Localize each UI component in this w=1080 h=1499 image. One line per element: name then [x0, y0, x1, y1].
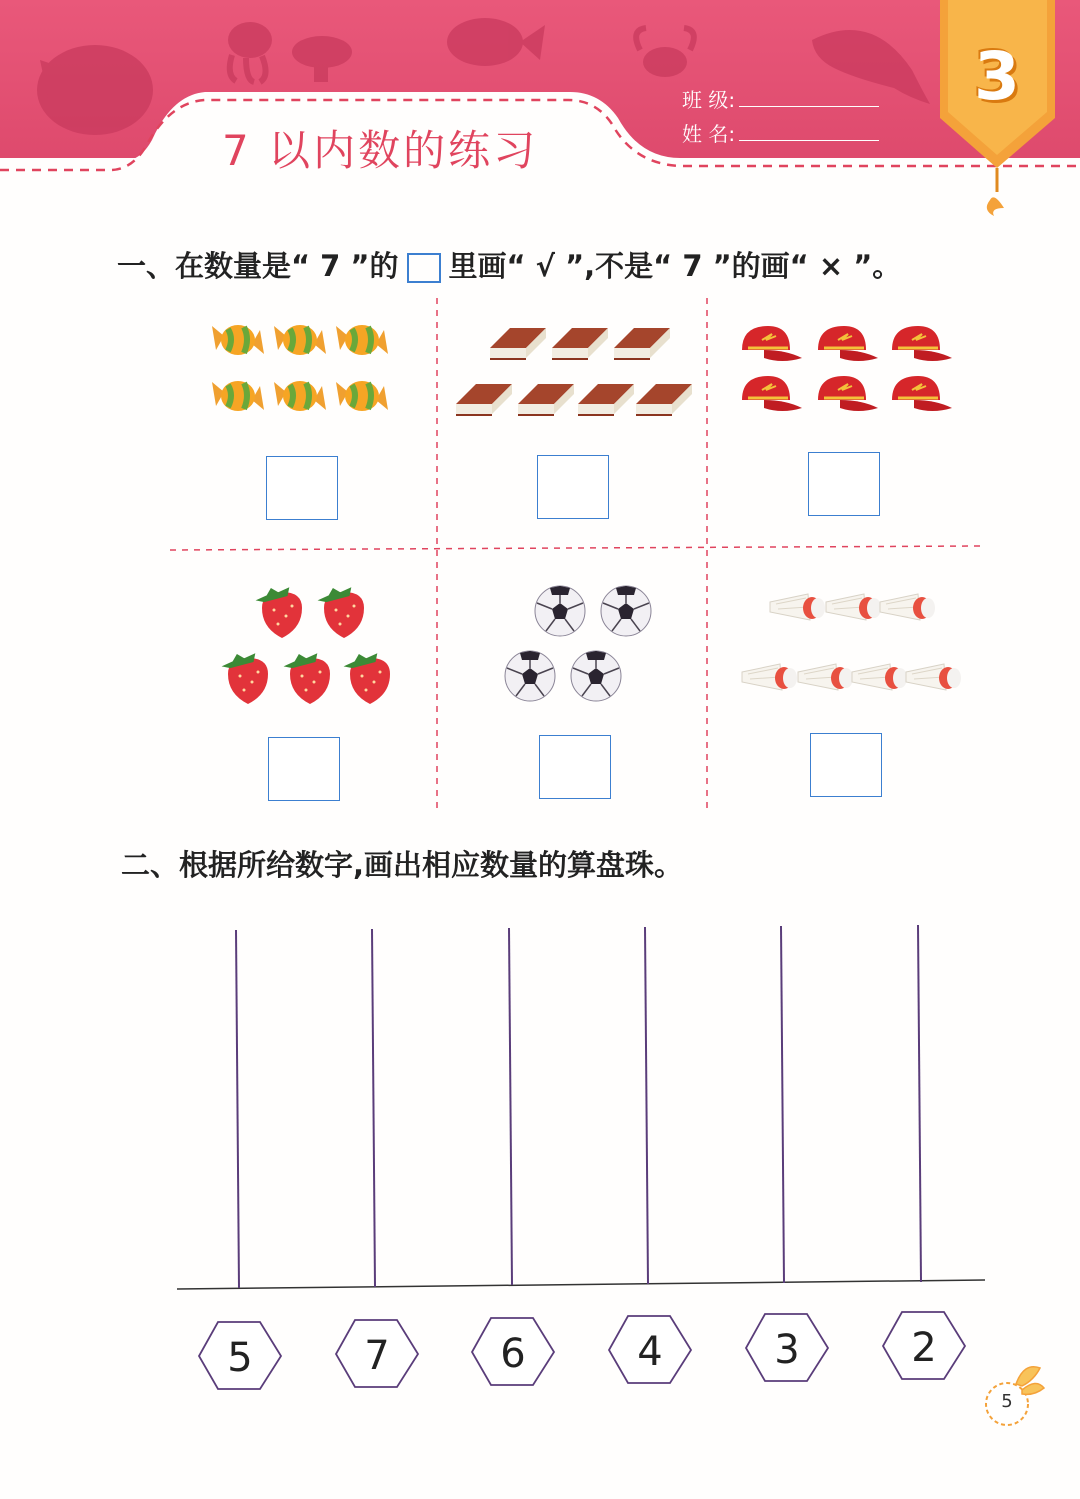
abacus-rod-1[interactable] [236, 930, 239, 1288]
hex-number-6: 2 [911, 1325, 937, 1371]
lesson-number: 3 [974, 38, 1020, 115]
abacus-rod-4[interactable] [645, 927, 648, 1284]
number-hexagon-3 [472, 1318, 554, 1385]
number-hexagon-6 [883, 1312, 965, 1379]
class-label: 班 级: [682, 88, 736, 112]
number-hexagon-2 [336, 1320, 418, 1387]
page-number: 5 [1001, 1391, 1013, 1412]
number-hexagon-1 [199, 1322, 281, 1389]
section2-title: 二、根据所给数字,画出相应数量的算盘珠。 [121, 848, 684, 882]
abacus-rod-5[interactable] [781, 926, 784, 1283]
hex-number-1: 5 [227, 1335, 253, 1381]
section1-title-part2: 里画“ √ ”,不是“ 7 ”的画“ × ”。 [448, 249, 902, 283]
number-hexagon-5 [746, 1314, 828, 1381]
abacus-base-line [177, 1280, 985, 1289]
abacus-rod-6[interactable] [918, 925, 921, 1282]
section1-title-part1: 一、在数量是“ 7 ”的 [117, 249, 399, 283]
name-label: 姓 名: [682, 122, 736, 146]
hex-number-2: 7 [364, 1333, 390, 1379]
hex-number-3: 6 [500, 1331, 526, 1377]
hex-number-4: 4 [637, 1329, 663, 1375]
abacus-rod-3[interactable] [509, 928, 512, 1285]
abacus-rod-2[interactable] [372, 929, 375, 1287]
hex-number-5: 3 [774, 1327, 800, 1373]
lesson-title: 7 以内数的练习 [222, 126, 539, 175]
number-hexagon-4 [609, 1316, 691, 1383]
